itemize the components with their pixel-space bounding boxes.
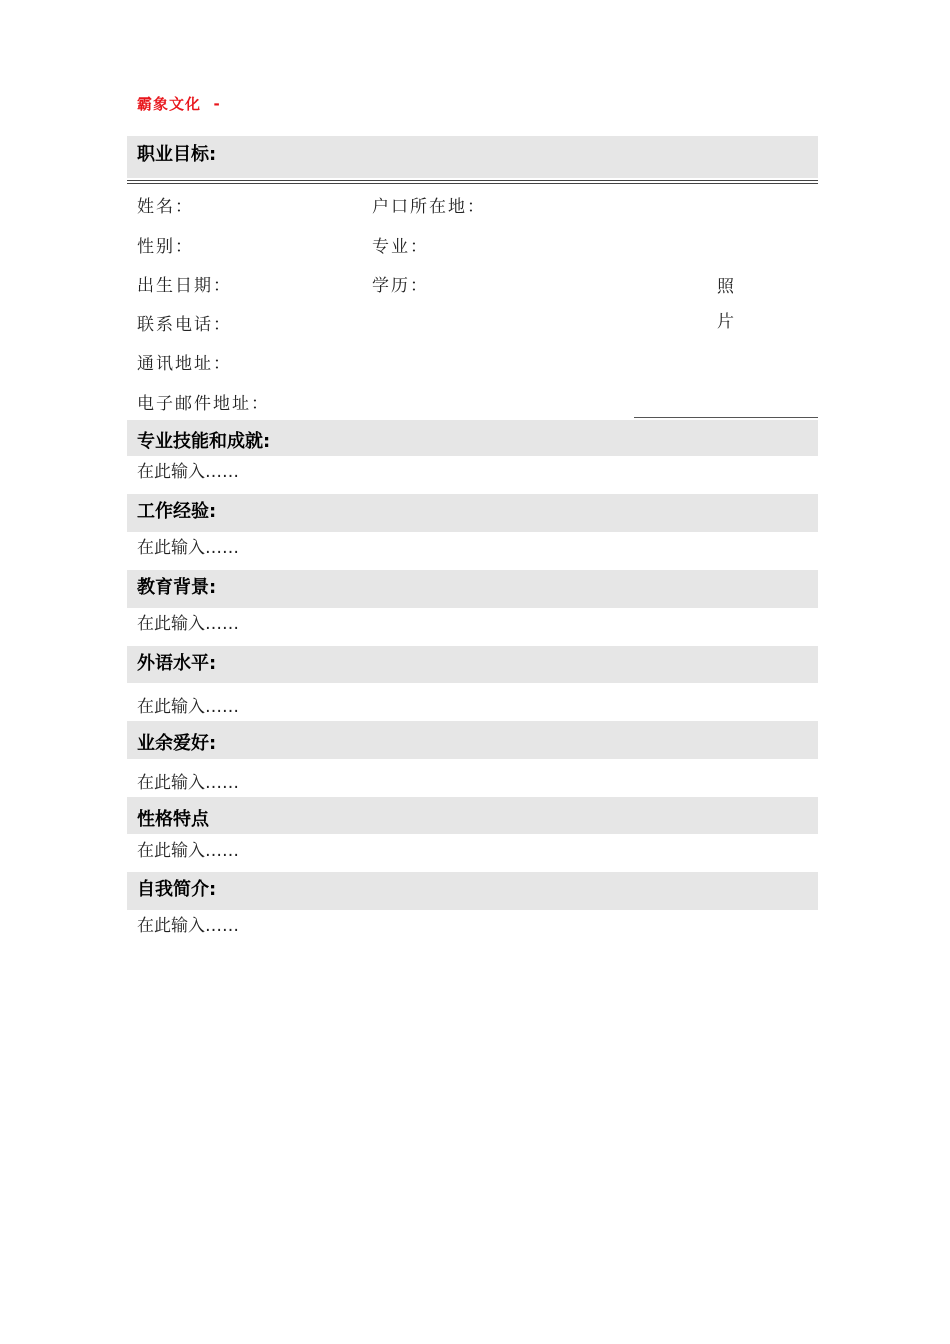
section-band-work (127, 494, 818, 532)
education-label: 学历： (372, 276, 429, 296)
section-band-personality (127, 797, 818, 834)
header-divider (127, 180, 818, 184)
section-content-education[interactable]: 在此输入…… (137, 614, 239, 634)
section-band-skills (127, 420, 818, 456)
section-band-hobbies (127, 721, 818, 759)
phone-label: 联系电话： (137, 315, 232, 335)
birth-date-label: 出生日期： (137, 276, 232, 296)
brand-header: 霸象文化 - (137, 95, 221, 113)
section-title-personality: 性格特点 (137, 809, 209, 830)
section-band-education (127, 570, 818, 608)
objective-title: 职业目标: (137, 144, 217, 165)
name-label: 姓名： (137, 197, 194, 217)
section-content-language[interactable]: 在此输入…… (137, 697, 239, 717)
section-title-work: 工作经验: (137, 501, 217, 522)
section-content-hobbies[interactable]: 在此输入…… (137, 773, 239, 793)
section-title-intro: 自我简介: (137, 879, 217, 900)
hukou-label: 户口所在地： (372, 197, 486, 217)
email-label: 电子邮件地址： (137, 394, 270, 414)
photo-bottom-line (634, 417, 818, 418)
section-content-work[interactable]: 在此输入…… (137, 538, 239, 558)
photo-placeholder-char-1: 照 (717, 277, 734, 297)
section-title-skills: 专业技能和成就: (137, 431, 271, 452)
section-band-intro (127, 872, 818, 910)
section-band-language (127, 646, 818, 683)
section-title-hobbies: 业余爱好: (137, 733, 217, 754)
section-title-education: 教育背景: (137, 577, 217, 598)
major-label: 专业： (372, 237, 429, 257)
photo-placeholder-char-2: 片 (717, 312, 734, 332)
section-content-intro[interactable]: 在此输入…… (137, 916, 239, 936)
address-label: 通讯地址： (137, 354, 232, 374)
gender-label: 性别： (137, 237, 194, 257)
objective-band (127, 136, 818, 178)
section-content-personality[interactable]: 在此输入…… (137, 841, 239, 861)
section-content-skills[interactable]: 在此输入…… (137, 462, 239, 482)
section-title-language: 外语水平: (137, 653, 217, 674)
